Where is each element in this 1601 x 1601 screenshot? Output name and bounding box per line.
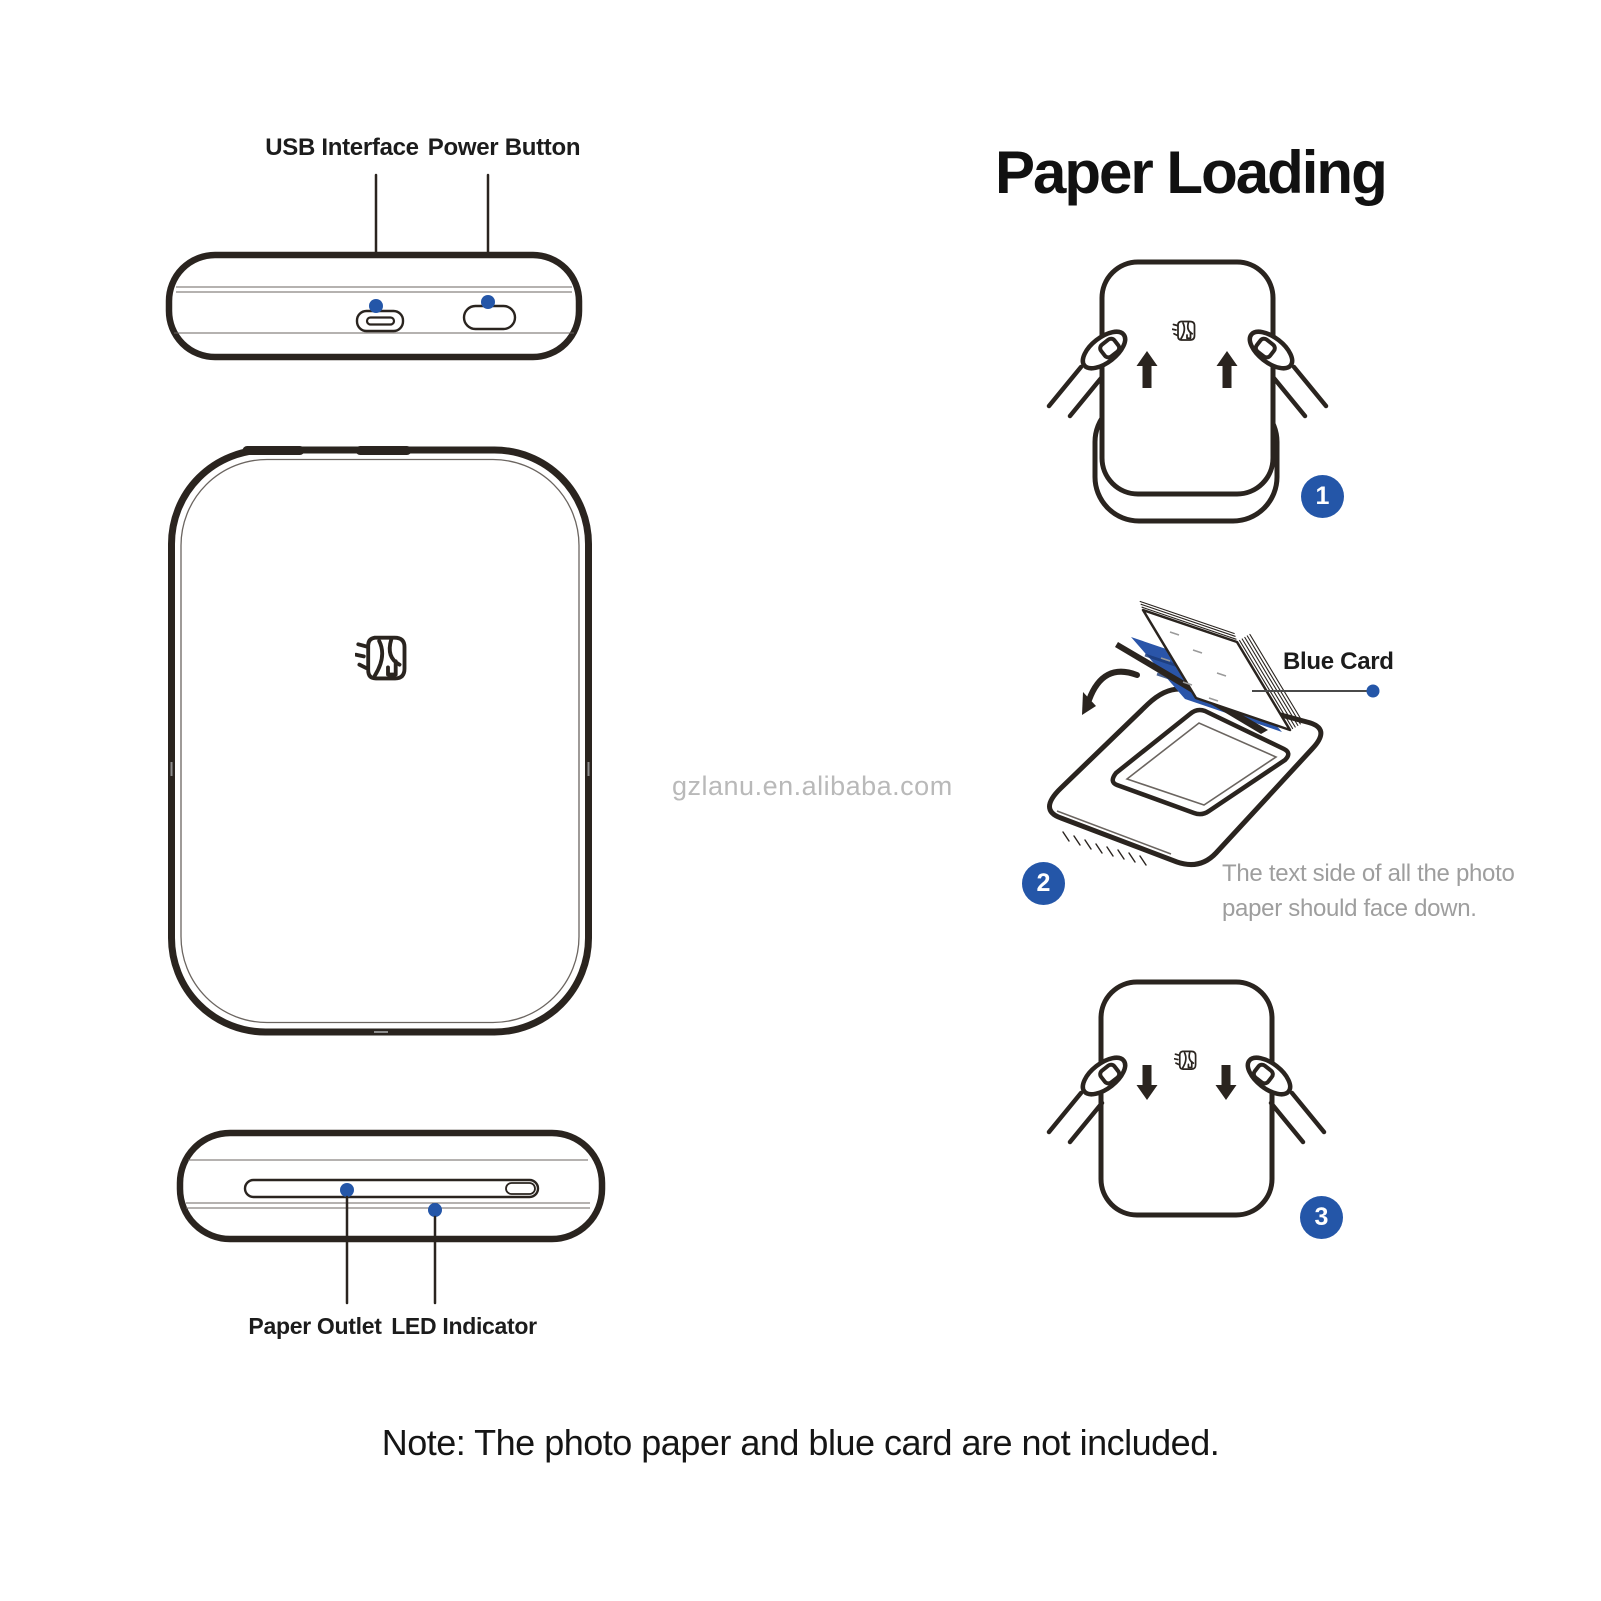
step-2-badge: 2 [1022, 862, 1065, 905]
paper-outlet-label: Paper Outlet [248, 1313, 382, 1339]
blue-dot-icon [340, 1183, 354, 1197]
led-indicator-label: LED Indicator [391, 1313, 537, 1339]
blue-dot-icon [369, 299, 383, 313]
curved-arrow-icon [1082, 672, 1137, 715]
printer-back-cover [1101, 982, 1272, 1215]
paper-loading-title: Paper Loading [995, 139, 1386, 206]
printer-back-cover [1102, 262, 1273, 494]
step-2-caption-line2: paper should face down. [1222, 895, 1477, 922]
blue-dot-icon [1367, 685, 1380, 698]
blue-dot-icon [481, 295, 495, 309]
footer-note: Note: The photo paper and blue card are not included. [381, 1422, 1220, 1463]
step-2-caption-line1: The text side of all the photo [1222, 860, 1515, 887]
step-1-badge: 1 [1301, 475, 1344, 518]
blue-card-label: Blue Card [1283, 648, 1394, 675]
usb-interface-label: USB Interface [265, 134, 419, 161]
printer-top-view-diagram [166, 165, 582, 365]
blue-dot-icon [428, 1203, 442, 1217]
step-3-badge: 3 [1300, 1196, 1343, 1239]
step-3-illustration [1030, 940, 1350, 1250]
printer-front-body [172, 450, 589, 1032]
watermark-text: gzlanu.en.alibaba.com [672, 771, 953, 801]
printer-bottom-view-diagram [172, 1105, 604, 1310]
printer-front-view-diagram [168, 446, 592, 1036]
power-button-label: Power Button [427, 134, 581, 161]
